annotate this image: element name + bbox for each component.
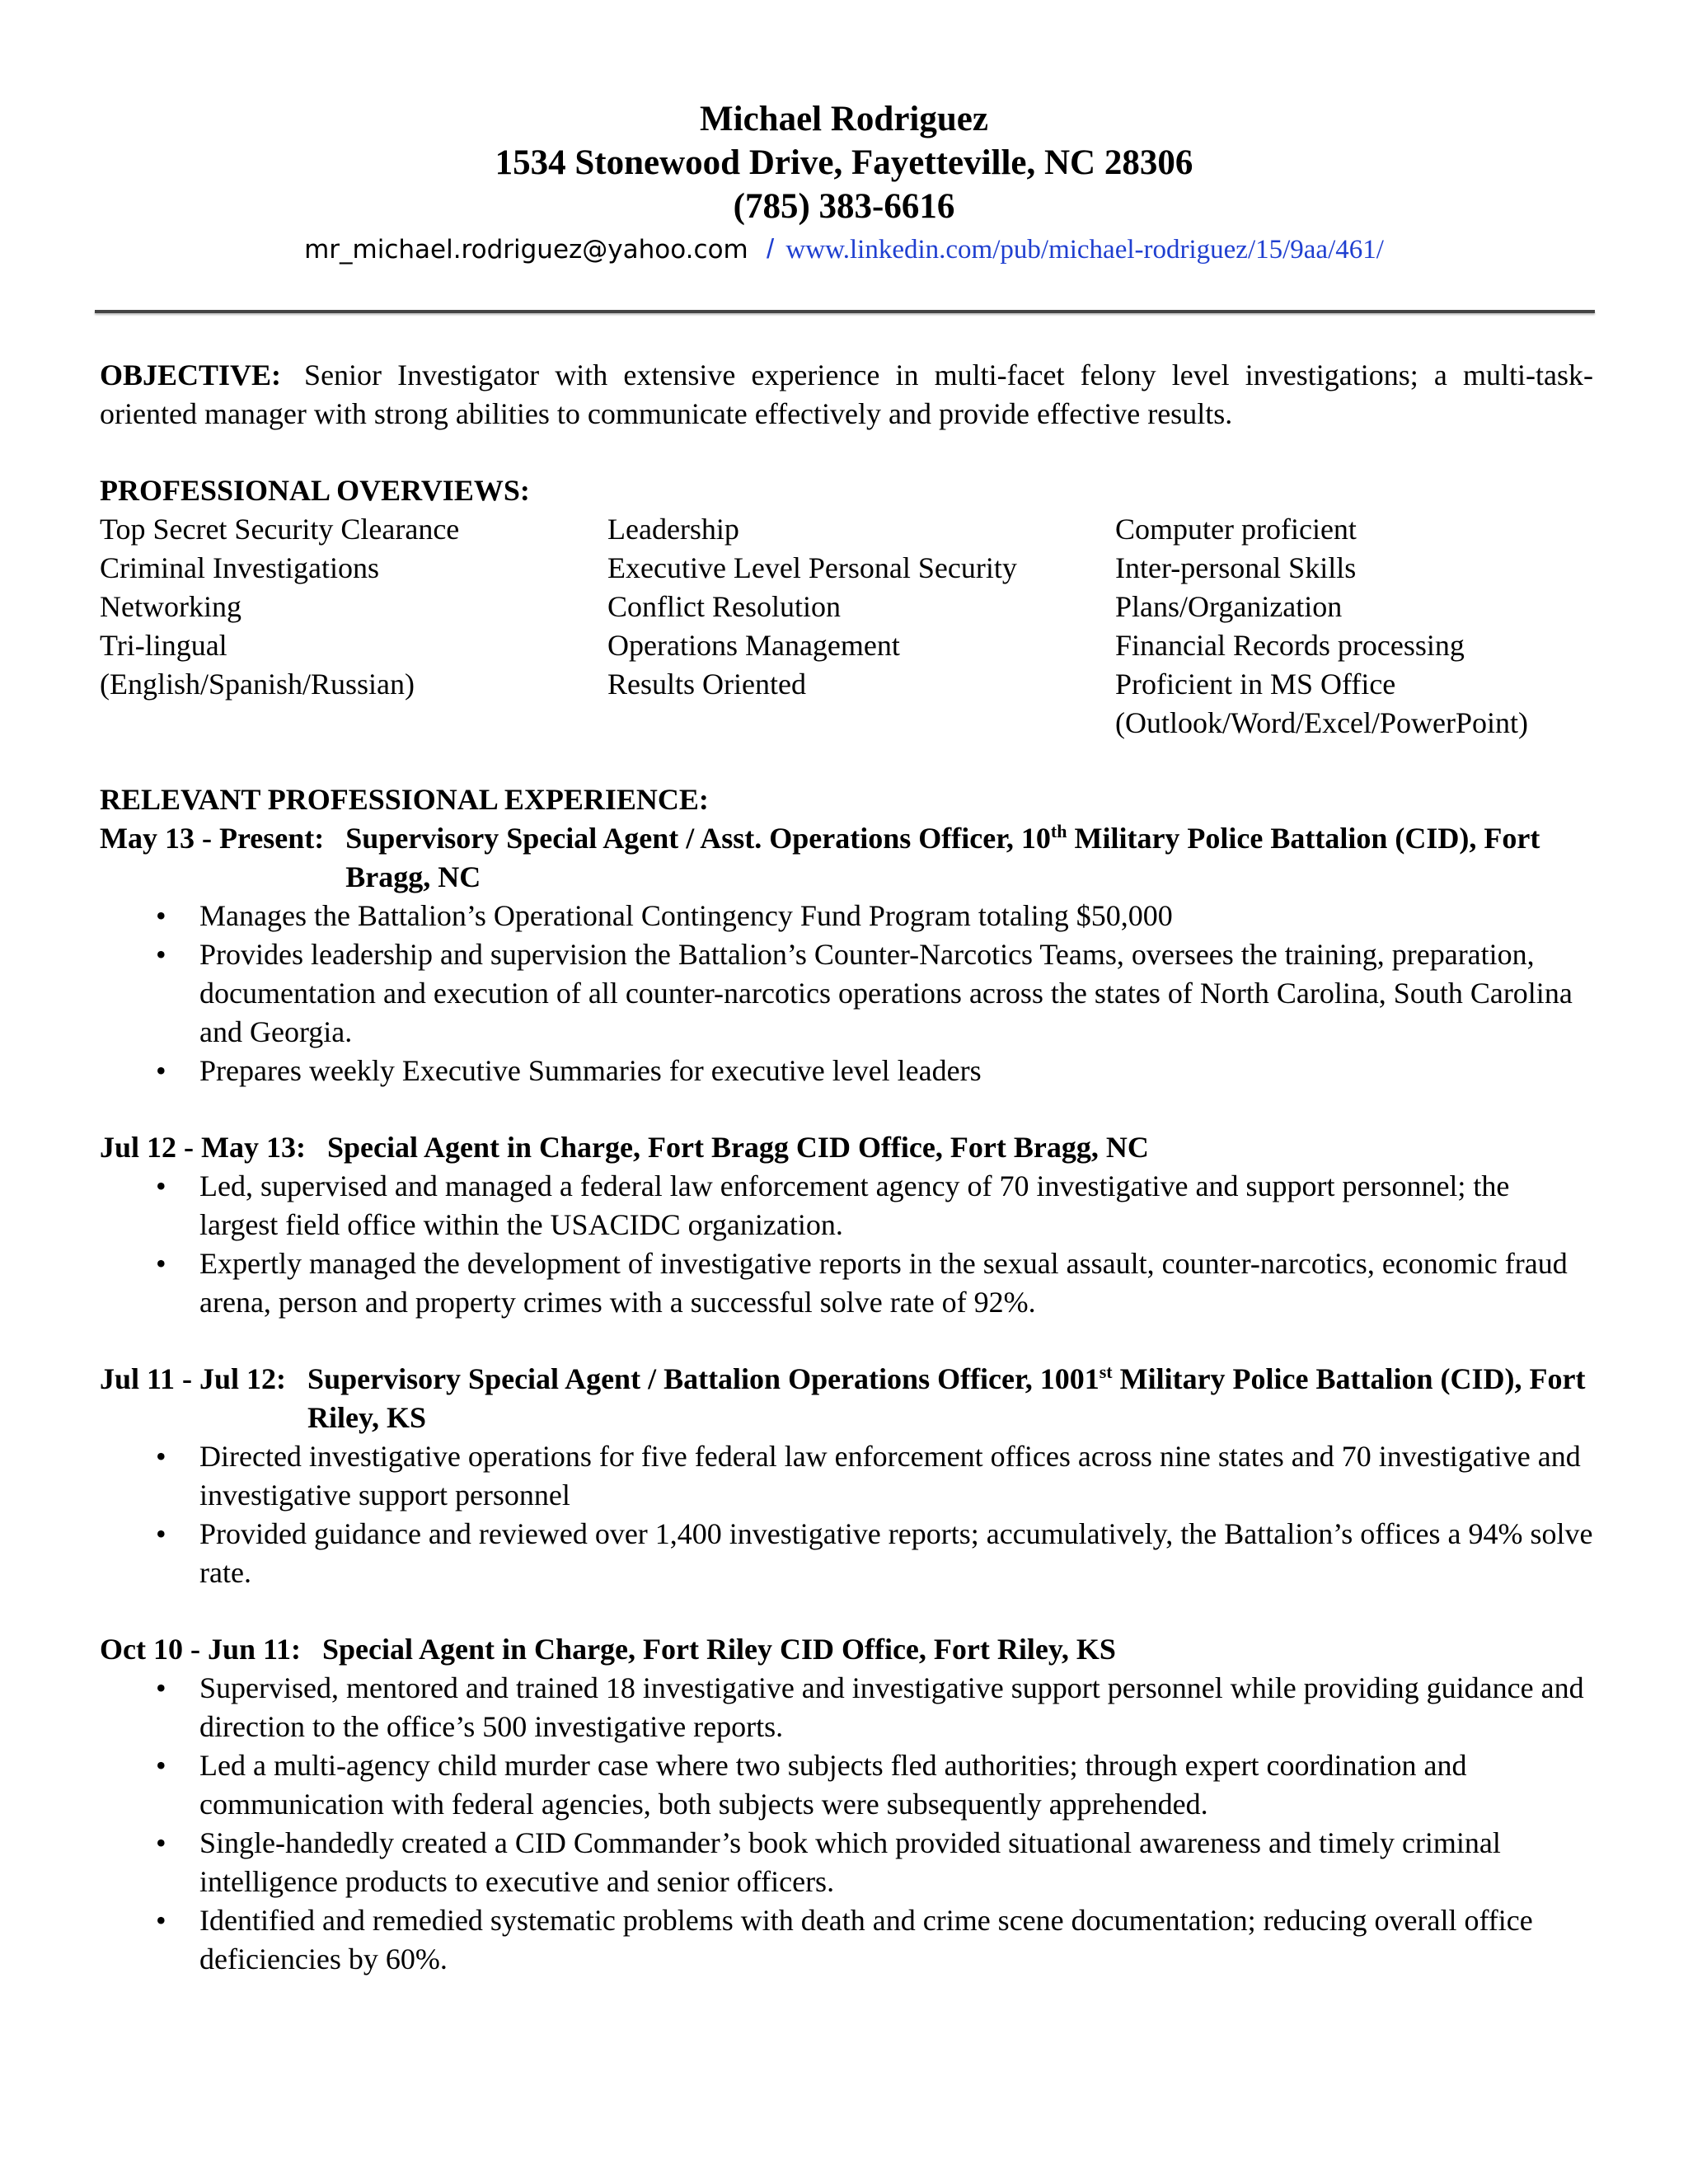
bullet-icon: • xyxy=(156,899,166,932)
skill-item: (English/Spanish/Russian) xyxy=(100,668,415,701)
bullet-icon: • xyxy=(156,1247,166,1280)
phone-number: (785) 383-6616 xyxy=(733,187,955,226)
linkedin-link[interactable]: www.linkedin.com/pub/michael-rodriguez/15/9aa/461/ xyxy=(785,235,1384,265)
bullet-item: • Prepares weekly Executive Summaries for executive level leaders xyxy=(100,1052,1593,1090)
job-header xyxy=(100,1128,1593,1167)
overviews-grid xyxy=(100,510,1593,743)
bullet-item: • Expertly managed the development of investigative reports in the sexual assault, counter-narcotics, economic fraud arena, person and property crimes with a successful solve rate of 92%. xyxy=(100,1244,1593,1322)
skill-item: Networking xyxy=(100,590,241,623)
bullet-icon: • xyxy=(156,1671,166,1704)
skill-item: Financial Records processing xyxy=(1115,629,1465,662)
resume-header xyxy=(0,97,1688,270)
bullet-item: • Led, supervised and managed a federal law enforcement agency of 70 investigative and support personnel; the largest field office within the USACIDC organization. xyxy=(100,1167,1593,1244)
skill-item: Inter-personal Skills xyxy=(1115,551,1357,584)
job-entry xyxy=(100,1360,1593,1592)
job-bullets xyxy=(100,897,1593,1090)
job-dates: Jul 12 - May 13: xyxy=(100,1131,306,1164)
objective-text: Senior Investigator with extensive experience in multi-facet felony level investigations; a multi-task-oriented manager with strong abilities to communicate effectively and provide effective results. xyxy=(100,359,1593,430)
skill-item: Top Secret Security Clearance xyxy=(100,513,460,546)
job-header xyxy=(100,819,1593,897)
mailing-address: 1534 Stonewood Drive, Fayetteville, NC 28306 xyxy=(495,143,1193,182)
objective-section xyxy=(100,356,1593,434)
overview-col-2 xyxy=(607,510,1115,743)
job-bullets xyxy=(100,1167,1593,1322)
bullet-icon: • xyxy=(156,1517,166,1550)
job-title: Special Agent in Charge, Fort Riley CID Office, Fort Riley, KS xyxy=(322,1633,1116,1666)
bullet-icon: • xyxy=(156,1904,166,1937)
job-entry xyxy=(100,1128,1593,1322)
bullet-item: • Single-handedly created a CID Commander’s book which provided situational awareness and timely criminal intelligence products to executive and senior officers. xyxy=(100,1824,1593,1901)
resume-body xyxy=(100,356,1593,1979)
job-title: Supervisory Special Agent / Asst. Operations Officer, 10th Military Police Battalion (CID), Fort Bragg, NC xyxy=(345,821,1540,893)
email-address: mr_michael.rodriguez@yahoo.com xyxy=(304,235,748,265)
overview-col-3 xyxy=(1115,510,1593,743)
bullet-icon: • xyxy=(156,1440,166,1473)
bullet-item: • Led a multi-agency child murder case where two subjects fled authorities; through expert coordination and communication with federal agencies, both subjects were subsequently apprehended. xyxy=(100,1746,1593,1824)
skill-item: Executive Level Personal Security xyxy=(607,551,1017,584)
job-header xyxy=(100,1360,1593,1437)
experience-heading: RELEVANT PROFESSIONAL EXPERIENCE: xyxy=(100,783,709,816)
candidate-name: Michael Rodriguez xyxy=(700,100,988,138)
job-title: Supervisory Special Agent / Battalion Operations Officer, 1001st Military Police Battalion (CID), Fort Riley, KS xyxy=(307,1361,1586,1434)
skill-item: (Outlook/Word/Excel/PowerPoint) xyxy=(1115,706,1529,739)
bullet-icon: • xyxy=(156,1169,166,1202)
overview-col-1 xyxy=(100,510,607,743)
bullet-item: • Supervised, mentored and trained 18 investigative and investigative support personnel while providing guidance and direction to the office’s 500 investigative reports. xyxy=(100,1669,1593,1746)
contact-separator: / xyxy=(766,233,775,264)
skill-item: Computer proficient xyxy=(1115,513,1357,546)
job-dates: Oct 10 - Jun 11: xyxy=(100,1633,302,1666)
skill-item: Results Oriented xyxy=(607,668,806,701)
bullet-item: • Directed investigative operations for five federal law enforcement offices across nine states and 70 investigative and investigative support personnel xyxy=(100,1437,1593,1515)
skill-item: Criminal Investigations xyxy=(100,551,379,584)
skill-item: Leadership xyxy=(607,513,739,546)
skill-item: Conflict Resolution xyxy=(607,590,841,623)
job-bullets xyxy=(100,1437,1593,1592)
job-entry xyxy=(100,1630,1593,1979)
objective-label: OBJECTIVE: xyxy=(100,359,282,391)
skill-item: Tri-lingual xyxy=(100,629,227,662)
header-divider xyxy=(95,310,1595,313)
bullet-icon: • xyxy=(156,938,166,971)
skill-item: Proficient in MS Office xyxy=(1115,668,1396,701)
job-entry xyxy=(100,819,1593,1090)
bullet-icon: • xyxy=(156,1749,166,1782)
job-dates: Jul 11 - Jul 12: xyxy=(100,1362,287,1395)
overviews-heading: PROFESSIONAL OVERVIEWS: xyxy=(100,474,530,507)
skill-item: Plans/Organization xyxy=(1115,590,1343,623)
job-header xyxy=(100,1630,1593,1669)
job-dates: May 13 - Present: xyxy=(100,822,325,855)
job-bullets xyxy=(100,1669,1593,1979)
bullet-icon: • xyxy=(156,1826,166,1859)
job-title: Special Agent in Charge, Fort Bragg CID Office, Fort Bragg, NC xyxy=(326,1131,1149,1164)
bullet-icon: • xyxy=(156,1054,166,1087)
bullet-item: • Provides leadership and supervision the Battalion’s Counter-Narcotics Teams, oversees the training, preparation, documentation and execution of all counter-narcotics operations across the states of North Carolina, South Carolina and Georgia. xyxy=(100,935,1593,1052)
bullet-item: • Manages the Battalion’s Operational Contingency Fund Program totaling $50,000 xyxy=(100,897,1593,935)
bullet-item: • Provided guidance and reviewed over 1,400 investigative reports; accumulatively, the Battalion’s offices a 94% solve rate. xyxy=(100,1515,1593,1592)
skill-item: Operations Management xyxy=(607,629,900,662)
contact-line xyxy=(0,228,1688,270)
bullet-item: • Identified and remedied systematic problems with death and crime scene documentation; reducing overall office deficiencies by 60%. xyxy=(100,1901,1593,1979)
